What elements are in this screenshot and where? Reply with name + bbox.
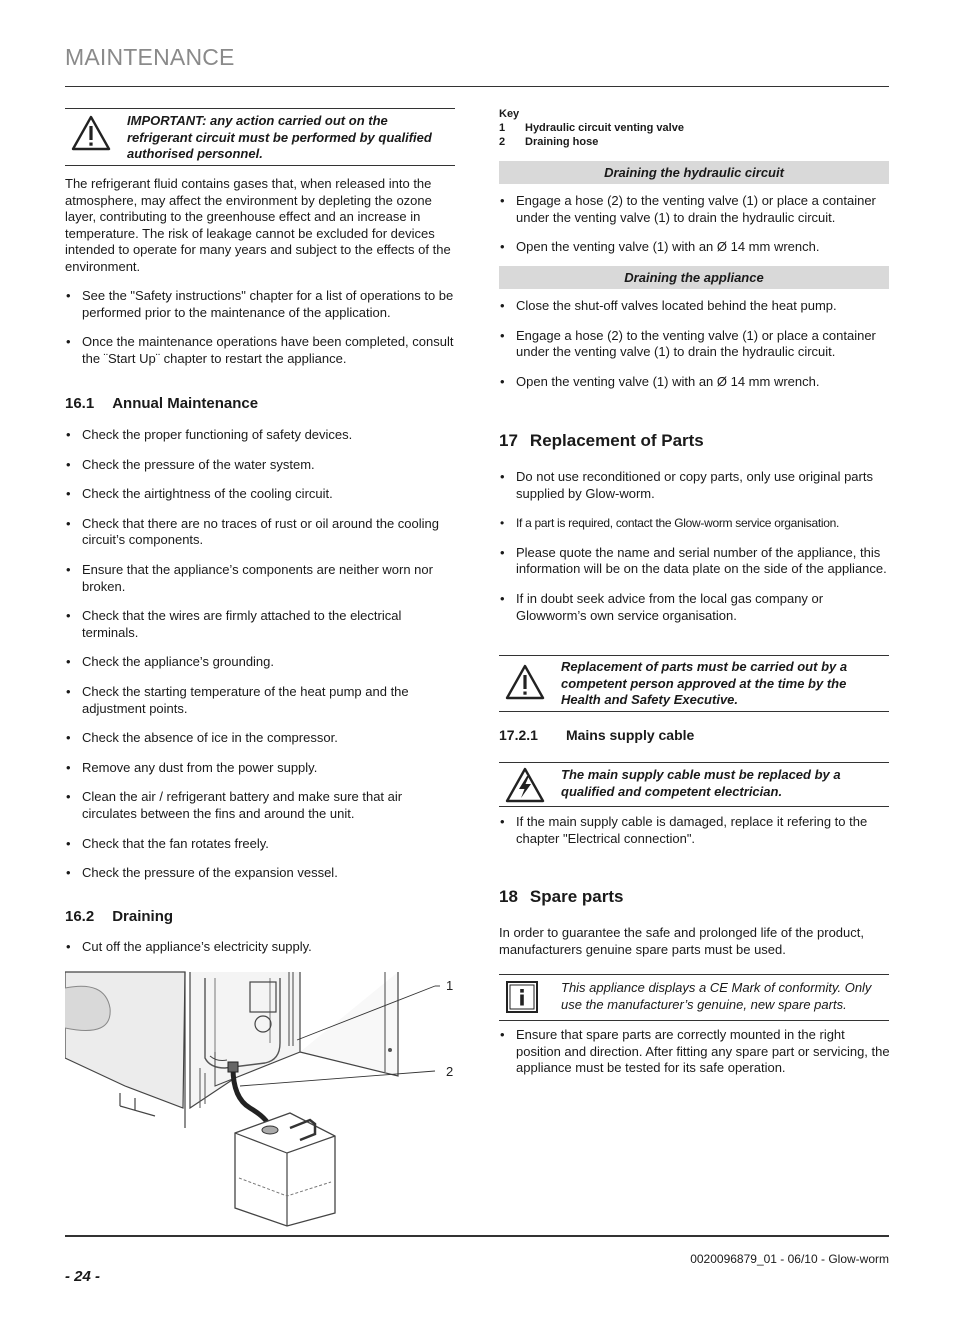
electrical-hazard-icon [505, 767, 545, 803]
info-icon [505, 980, 539, 1014]
list-item: • Check that there are no traces of rust or oil around the cooling circuit’s components. [65, 516, 457, 549]
list-item: • If the main supply cable is damaged, replace it refering to the chapter "Electrical connection". [499, 814, 891, 847]
list-item: • If a part is required, contact the Glow-worm service organisation. [499, 515, 891, 532]
replacement-list [499, 469, 891, 624]
list-item: • Check the pressure of the water system. [65, 457, 457, 474]
list-item: • Check the absence of ice in the compressor. [65, 730, 457, 747]
list-item: • Do not use reconditioned or copy parts, only use original parts supplied by Glow-worm. [499, 469, 891, 502]
list-item: • Engage a hose (2) to the venting valve (1) or place a container under the venting valve (1) to drain the hydraulic circuit. [499, 328, 891, 361]
chapter-title: Spare parts [529, 887, 624, 906]
section-title: Draining [112, 908, 174, 925]
intro-bullets [65, 288, 457, 367]
page-title: MAINTENANCE [65, 44, 235, 70]
mains-list [499, 814, 891, 847]
section-heading-draining [65, 908, 173, 925]
subsection-title: Mains supply cable [565, 727, 695, 743]
warning-triangle-icon [505, 664, 545, 700]
list-item: • Cut off the appliance’s electricity supply. [65, 939, 457, 956]
callout-1: 1 [446, 978, 454, 993]
section-number: 16.2 [65, 908, 95, 925]
chapter-heading-spare [499, 887, 623, 907]
list-item: • Check that the fan rotates freely. [65, 836, 457, 853]
key-title: Key [499, 108, 520, 120]
chapter-number: 18 [499, 887, 518, 906]
key-item: 2 Draining hose [499, 136, 599, 148]
spare-intro: In order to guarantee the safe and prolonged life of the product, manufacturers genuine spare parts must be used. [499, 925, 864, 957]
list-item: • Check the airtightness of the cooling circuit. [65, 486, 457, 503]
list-item: • Check the proper functioning of safety devices. [65, 427, 457, 444]
document-reference: 0020096879_01 - 06/10 - Glow-worm [690, 1252, 889, 1266]
page-number: - 24 - [65, 1268, 101, 1285]
chapter-number: 17 [499, 431, 518, 450]
list-item: • Clean the air / refrigerant battery and make sure that air circulates between the fins and around the unit. [65, 789, 457, 822]
figure-key [499, 107, 684, 149]
appliance-draining-bar: Draining the appliance [499, 266, 889, 289]
footer-rule [65, 1235, 889, 1237]
section-title: Annual Maintenance [112, 395, 259, 412]
chapter-heading-replacement [499, 431, 704, 451]
ce-info-text: This appliance displays a CE Mark of conformity. Only use the manufacturer’s genuine, new spare parts. [561, 980, 872, 1012]
chapter-title: Replacement of Parts [529, 431, 704, 450]
warning-triangle-icon [71, 115, 111, 151]
list-item: • Engage a hose (2) to the venting valve (1) or place a container under the venting valve (1) to drain the hydraulic circuit. [499, 193, 891, 226]
hydraulic-draining-list [499, 193, 891, 256]
list-item: • Ensure that spare parts are correctly mounted in the right position and direction. After fitting any spare part or servicing, the appliance must be tested for its safe operation. [499, 1027, 891, 1077]
list-item: • Remove any dust from the power supply. [65, 760, 457, 777]
list-item: • Check that the wires are firmly attached to the electrical terminals. [65, 608, 457, 641]
list-item: • Check the starting temperature of the heat pump and the adjustment points. [65, 684, 457, 717]
important-warning [65, 108, 455, 166]
list-item: • Open the venting valve (1) with an Ø 14 mm wrench. [499, 374, 891, 391]
electrician-warning [499, 762, 889, 807]
hydraulic-draining-bar: Draining the hydraulic circuit [499, 161, 889, 184]
subsection-number: 17.2.1 [499, 727, 538, 743]
key-item: 1 Hydraulic circuit venting valve [499, 122, 684, 134]
header-rule [65, 86, 889, 87]
replacement-warning [499, 655, 889, 712]
list-item: • Check the appliance’s grounding. [65, 654, 457, 671]
list-item: • Please quote the name and serial number of the appliance, this information will be on the data plate on the side of the appliance. [499, 545, 891, 578]
section-number: 16.1 [65, 395, 95, 412]
callout-2: 2 [446, 1064, 454, 1079]
list-item: • Check the pressure of the expansion vessel. [65, 865, 457, 882]
spare-list [499, 1027, 891, 1077]
list-item: • Ensure that the appliance’s components are neither worn nor broken. [65, 562, 457, 595]
intro-paragraph: The refrigerant fluid contains gases that, when released into the atmosphere, may affect the environment by depleting the ozone layer, contributing to the greenhouse effect and an increase in temperature. The risk of leakage cannot be excluded for devices intended to operate for many years and subject to the effects of the environment. [65, 176, 451, 274]
list-item: • Close the shut-off valves located behind the heat pump. [499, 298, 891, 315]
draining-list [65, 939, 457, 956]
draining-illustration [65, 968, 460, 1228]
electrician-warning-text: The main supply cable must be replaced by a qualified and competent electrician. [561, 767, 841, 799]
appliance-draining-list [499, 298, 891, 390]
replacement-warning-text: Replacement of parts must be carried out by a competent person approved at the time by the Health and Safety Executive. [561, 659, 848, 708]
annual-maintenance-list [65, 427, 457, 882]
subsection-heading-mains [499, 727, 694, 743]
list-item: • Once the maintenance operations have been completed, consult the ¨Start Up¨ chapter to restart the appliance. [65, 334, 457, 367]
list-item: • If in doubt seek advice from the local gas company or Glowworm’s own service organisation. [499, 591, 891, 624]
ce-info-box [499, 974, 889, 1021]
list-item: • Open the venting valve (1) with an Ø 14 mm wrench. [499, 239, 891, 256]
section-heading-annual [65, 395, 258, 412]
important-text: IMPORTANT: any action carried out on the refrigerant circuit must be performed by qualified authorised personnel. [127, 113, 432, 162]
list-item: • See the "Safety instructions" chapter for a list of operations to be performed prior to the maintenance of the application. [65, 288, 457, 321]
